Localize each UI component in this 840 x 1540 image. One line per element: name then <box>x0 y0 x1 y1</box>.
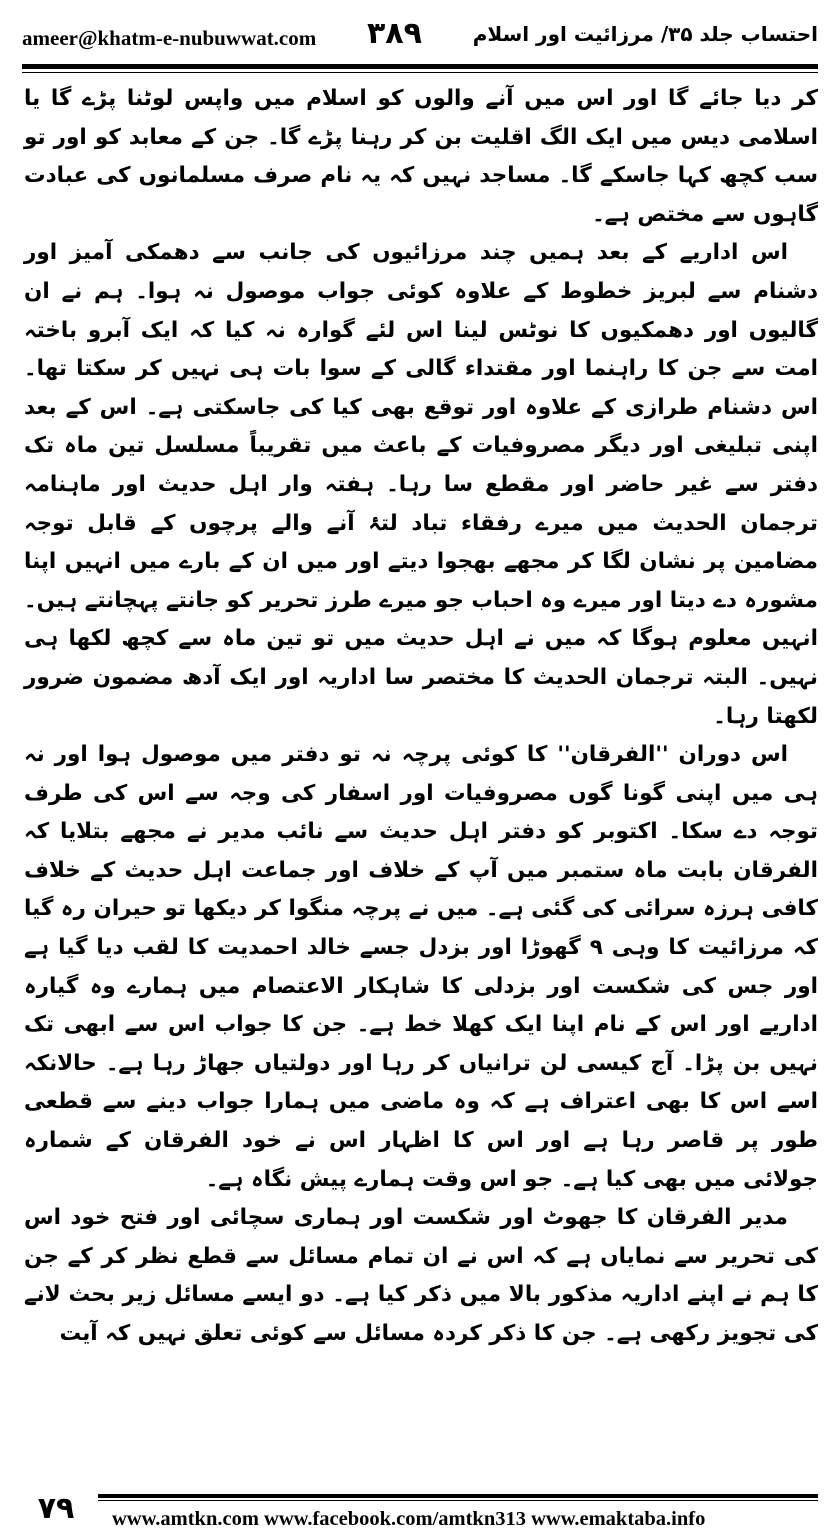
footer-page-number: ۷۹ <box>37 1491 75 1526</box>
header-divider-thin <box>22 72 818 73</box>
page-header <box>22 14 818 54</box>
header-book-title: احتساب جلد ۳۵/ مرزائیت اور اسلام <box>472 22 818 46</box>
footer-divider <box>98 1494 818 1498</box>
paragraph: کر دیا جائے گا اور اس میں آنے والوں کو اسلام میں واپس لوٹنا پڑے گا یا اسلامی دیس میں ایک الگ اقلیت بن کر رہنا پڑے گا۔ جن کے معابد کو اور تو سب کچھ کہا جاسکے گا۔ مساجد نہیں کہ یہ نام صرف مسلمانوں کی عبادت گاہوں سے مختص ہے۔ <box>24 86 818 227</box>
paragraph: اس دوران ''الفرقان'' کا کوئی پرچہ نہ تو دفتر میں موصول ہوا اور نہ ہی میں اپنی گونا گوں مصروفیات اور اسفار کی وجہ سے اس کی طرف توجہ دے سکا۔ اکتوبر کو دفتر اہل حدیث سے نائب مدیر نے مجھے بتلایا کہ الفرقان بابت ماہ ستمبر میں آپ کے خلاف اور جماعت اہل حدیث کے خلاف کافی ہرزہ سرائی کی گئی ہے۔ میں نے پرچہ منگوا کر دیکھا تو حیران رہ گیا کہ مرزائیت کا وہی ۹ گھوڑا اور بزدل جسے خالد احمدیت کا لقب دیا گیا ہے اور جس کی شکست اور بزدلی کا شاہکار الاعتصام میں ہمارے وہ گیارہ اداریے اور اس کے نام اپنا ایک کھلا خط ہے۔ جن کا جواب اس سے ابھی تک نہیں بن پڑا۔ آج کیسی لن ترانیاں کر رہا اور دولتیاں جھاڑ رہا ہے۔ حالانکہ اسے اس کا بھی اعتراف ہے کہ وہ ماضی میں ہمارا جواب دینے سے قطعی طور پر قاصر رہا ہے اور اس کا اظہار اس نے خود الفرقان کے شمارہ جولائی میں بھی کیا ہے۔ جو اس وقت ہمارے پیش نگاہ ہے۔ <box>24 742 819 1192</box>
body-text <box>24 80 818 1354</box>
paragraph: اس اداریے کے بعد ہمیں چند مرزائیوں کی جانب سے دھمکی آمیز اور دشنام سے لبریز خطوط کے علاوہ کوئی جواب موصول نہ ہوا۔ ہم نے ان گالیوں اور دھمکیوں کا نوٹس لینا اس لئے گوارہ نہ کیا کہ ایک آبرو باختہ امت سے جن کا راہنما اور مقتداء گالی کے سوا بات ہی نہیں کر سکتا تھا۔ اس دشنام طرازی کے علاوہ اور توقع بھی کیا کی جاسکتی ہے۔ اس کے بعد اپنی تبلیغی اور دیگر مصروفیات کے باعث میں تقریباً مسلسل تین ماہ تک دفتر سے غیر حاضر اور مقطع سا رہا۔ ہفتہ وار اہل حدیث اور ماہنامہ ترجمان الحدیث میں میرے رفقاء تباد لتۂ آنے والے پرچوں کے قابل توجہ مضامین پر نشان لگا کر مجھے بھجوا دیتے اور میں ان کے بارے میں انہیں اپنا مشورہ دے دیتا اور میرے وہ احباب جو میرے طرز تحریر کو جانتے پہچانتے ہیں۔ انہیں معلوم ہوگا کہ میں نے اہل حدیث میں تو تین ماہ سے کچھ لکھا ہی نہیں۔ البتہ ترجمان الحدیث کا مختصر سا اداریہ اور ایک آدھ مضمون ضرور لکھتا رہا۔ <box>24 240 818 729</box>
header-page-number: ۳۸۹ <box>367 16 422 51</box>
paragraph: مدیر الفرقان کا جھوٹ اور شکست اور ہماری سچائی اور فتح خود اس کی تحریر سے نمایاں ہے کہ اس نے ان تمام مسائل سے قطع نظر کر کے جن کا ہم نے اپنے اداریہ مذکور بالا میں ذکر کیا ہے۔ دو ایسے مسائل زیر بحث لانے کی تجویز رکھی ہے۔ جن کا ذکر کردہ مسائل سے کوئی تعلق نہیں کہ آیت <box>24 1205 818 1346</box>
header-divider <box>22 64 818 69</box>
footer-links: www.amtkn.com www.facebook.com/amtkn313 www.emaktaba.info <box>112 1508 706 1530</box>
header-email: ameer@khatm-e-nubuwwat.com <box>22 26 317 50</box>
footer-divider-thin <box>98 1500 818 1501</box>
